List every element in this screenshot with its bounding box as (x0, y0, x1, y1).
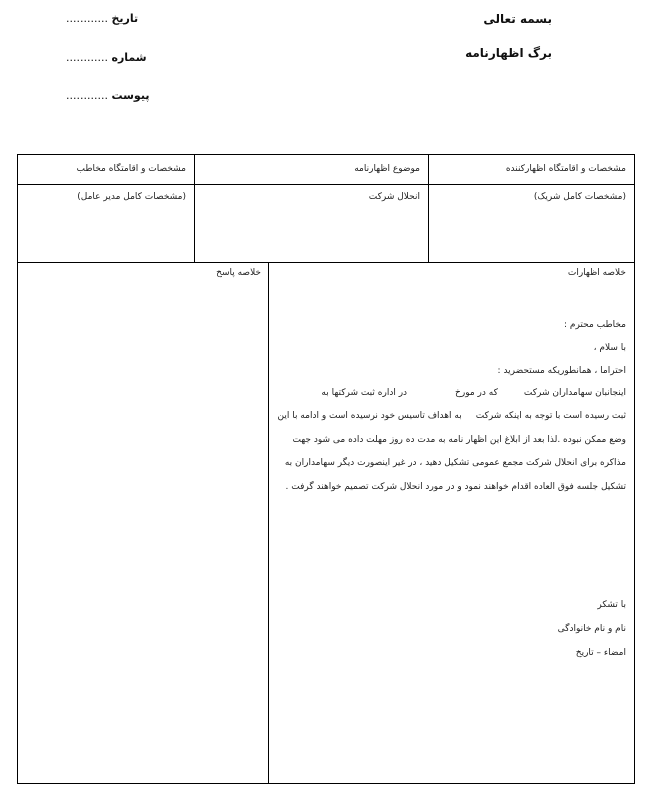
summary-label: خلاصه اظهارات (567, 268, 626, 278)
subject-value: انحلال شرکت (368, 192, 420, 202)
signature-label: امضاء – تاریخ (575, 648, 626, 658)
number-label: شماره (111, 51, 147, 64)
addressee-value: (مشخصات کامل مدیر عامل) (77, 192, 186, 202)
form-name: برگ اظهارنامه (465, 46, 552, 60)
declarant-value: (مشخصات کامل شریک) (533, 192, 626, 202)
number-dots: ............ (66, 51, 108, 64)
header-row-divider (18, 184, 634, 185)
attachment-field (66, 89, 149, 102)
body-line-5: تشکیل جلسه فوق العاده اقدام خواهند نمود و در مورد انحلال شرکت تصمیم خواهند گرفت . (285, 482, 626, 492)
col-addressee-header: مشخصات و اقامتگاه مخاطب (76, 164, 186, 174)
body-line-1 (321, 388, 626, 398)
greeting: با سلام ، (593, 343, 626, 353)
body-line-1a: اینجانبان سهامداران شرکت (523, 388, 626, 398)
col-divider-left (194, 155, 195, 262)
col-declarant-header: مشخصات و اقامتگاه اظهارکننده (505, 164, 626, 174)
body-line-2a: ثبت رسیده است با توجه به اینکه شرکت (475, 411, 626, 421)
body-line-3: وضع ممکن نبوده .لذا بعد از ابلاغ این اظهار نامه به مدت ده روز مهلت داده می شود جهت (292, 435, 626, 445)
closing: با تشکر (597, 600, 626, 610)
attachment-label: پیوست (111, 89, 150, 102)
date-field (66, 12, 138, 25)
intro: احتراما ، همانطوریکه مستحضرید : (497, 366, 626, 376)
summary-divider (268, 262, 269, 783)
col-divider-right (428, 155, 429, 262)
date-dots: ............ (66, 12, 108, 25)
info-row-divider (18, 262, 634, 263)
body-line-4: مذاکره برای انحلال شرکت مجمع عمومی تشکیل دهید ، در غیر اینصورت دیگر سهامداران به (284, 458, 626, 468)
name-label: نام و نام خانوادگی (557, 624, 626, 634)
attachment-dots: ............ (66, 89, 108, 102)
col-subject-header: موضوع اظهارنامه (354, 164, 420, 174)
body-line-2 (277, 411, 626, 421)
reply-label: خلاصه پاسخ (216, 268, 261, 278)
body-line-1c: در اداره ثبت شرکتها به (321, 388, 408, 398)
body-line-2b: به اهداف تاسیس خود نرسیده است و ادامه با این (277, 411, 462, 421)
document-title: بسمه تعالی (483, 12, 552, 26)
number-field (66, 51, 147, 64)
date-label: تاریخ (111, 12, 139, 25)
declaration-table (17, 154, 635, 784)
salutation: مخاطب محترم : (563, 320, 626, 330)
body-line-1b: که در مورخ (455, 388, 498, 398)
